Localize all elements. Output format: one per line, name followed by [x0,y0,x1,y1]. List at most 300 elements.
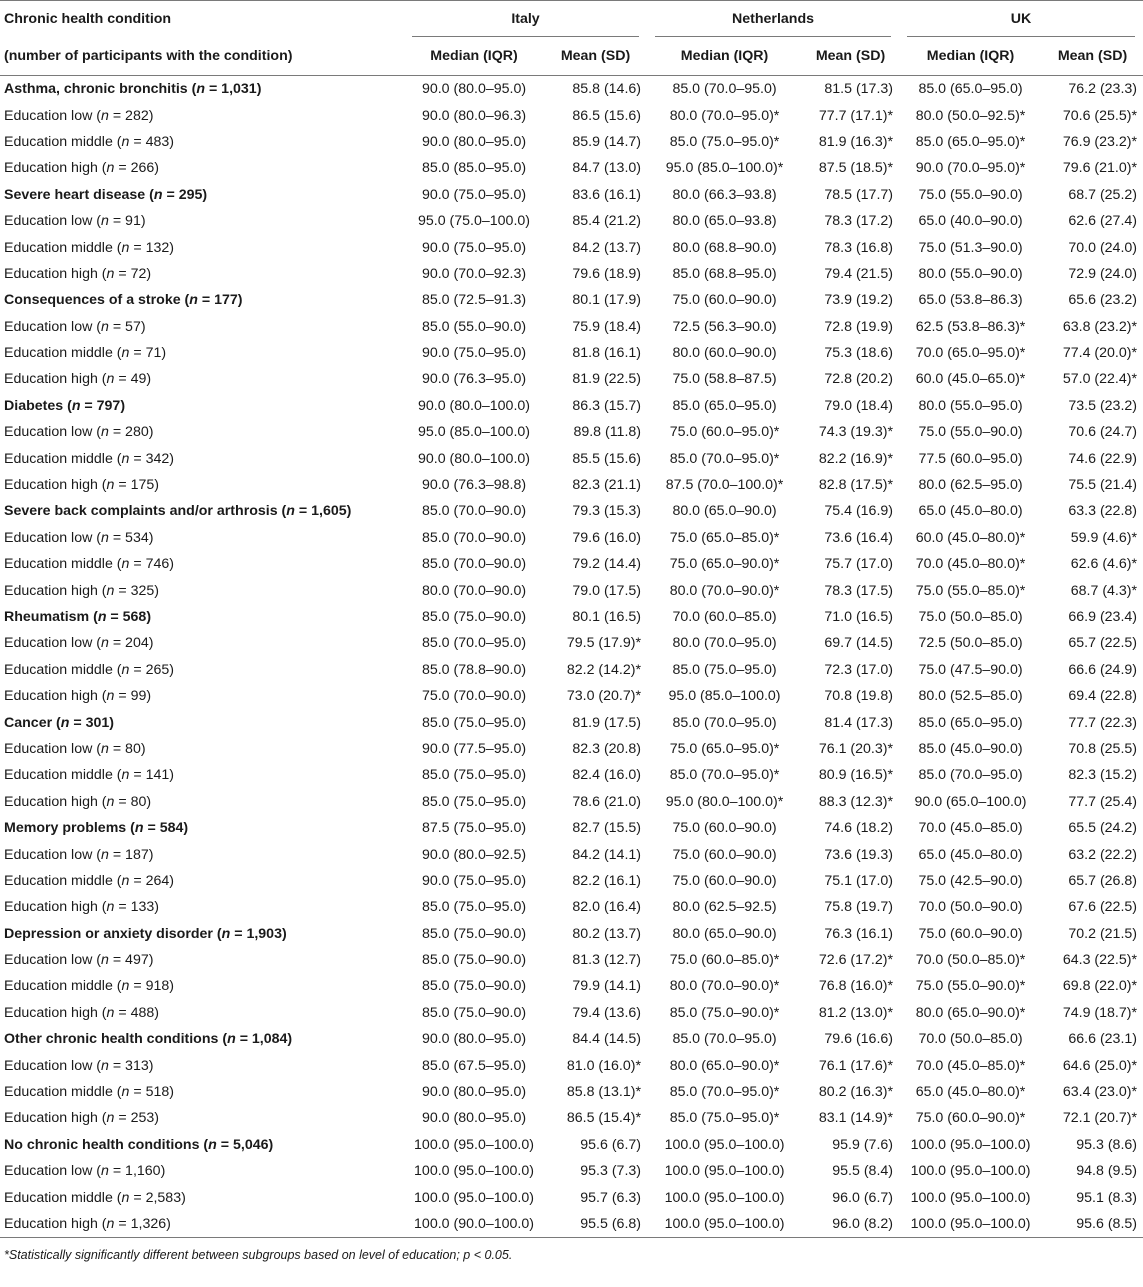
cell-median-iqr: 100.0 (95.0–100.0) [414,1163,534,1180]
cell-mean-sd: 64.3 (22.5)* [1062,952,1138,969]
cell-mean-sd: 65.7 (22.5) [1068,635,1138,652]
row-label: Asthma, chronic bronchitis (n = 1,031) [4,81,262,98]
cell-mean-sd: 63.2 (22.2) [1068,846,1138,863]
table-row-education [0,947,1143,973]
cell-median-iqr: 85.0 (68.8–95.0) [672,265,777,282]
row-label: Education high (n = 175) [4,477,160,494]
cell-median-iqr: 80.0 (62.5–92.5) [672,899,777,916]
cell-median-iqr: 90.0 (80.0–100.0) [417,397,530,414]
cell-mean-sd: 82.0 (16.4) [572,899,642,916]
table-row-education [0,155,1143,181]
row-label: Education high (n = 49) [4,371,152,388]
cell-median-iqr: 100.0 (95.0–100.0) [414,1189,534,1206]
cell-median-iqr: 95.0 (85.0–100.0) [417,424,530,441]
table-row-education [0,973,1143,999]
cell-median-iqr: 80.0 (65.0–90.0) [672,503,777,520]
cell-mean-sd: 88.3 (12.3)* [818,793,894,810]
cell-median-iqr: 85.0 (75.0–95.0) [421,714,527,731]
cell-mean-sd: 77.7 (17.1)* [818,107,894,124]
cell-median-iqr: 75.0 (60.0–90.0)* [915,1110,1026,1127]
header-mean: Mean (SD) [802,37,899,76]
cell-median-iqr: 85.0 (75.0–95.0) [421,767,527,784]
row-label: Education low (n = 80) [4,740,146,757]
cell-mean-sd: 81.9 (22.5) [572,371,642,388]
table-row-education [0,841,1143,867]
header-mean: Mean (SD) [544,37,647,76]
row-label: Education high (n = 488) [4,1004,160,1021]
cell-median-iqr: 70.0 (45.0–80.0)* [915,556,1026,573]
cell-mean-sd: 72.3 (17.0) [824,661,894,678]
cell-median-iqr: 80.0 (55.0–95.0) [918,397,1023,414]
cell-mean-sd: 73.6 (16.4) [824,529,894,546]
cell-median-iqr: 80.0 (70.0–95.0) [672,635,777,652]
cell-mean-sd: 79.6 (16.0) [572,529,642,546]
cell-median-iqr: 85.0 (70.0–95.0) [672,1031,777,1048]
cell-mean-sd: 68.7 (4.3)* [1070,582,1138,599]
row-label: Education middle (n = 918) [4,978,174,995]
row-label: Education high (n = 1,326) [0,1211,404,1238]
table-row-education [0,1211,1143,1238]
row-label: Education low (n = 57) [4,318,146,335]
cell-median-iqr: 80.0 (55.0–90.0) [918,265,1023,282]
cell-mean-sd: 85.9 (14.7) [572,133,642,150]
cell-mean-sd: 65.7 (26.8) [1068,872,1138,889]
cell-median-iqr: 80.0 (65.0–90.0) [672,925,777,942]
cell-mean-sd: 94.8 (9.5) [1076,1163,1138,1180]
cell-median-iqr: 75.0 (70.0–90.0) [421,688,527,705]
cell-mean-sd: 76.1 (17.6)* [818,1057,894,1074]
cell-mean-sd: 79.3 (15.3) [572,503,642,520]
cell-median-iqr: 90.0 (70.0–95.0)* [915,160,1026,177]
cell-mean-sd: 82.2 (16.9)* [818,450,894,467]
cell-median-iqr: 100.0 (95.0–100.0) [664,1189,785,1206]
row-label: Cancer (n = 301) [4,714,115,731]
cell-mean-sd: 82.3 (20.8) [572,740,642,757]
cell-mean-sd: 84.4 (14.5) [572,1031,642,1048]
cell-mean-sd: 73.6 (19.3) [824,846,894,863]
cell-median-iqr: 90.0 (80.0–95.0) [421,1084,527,1101]
cell-mean-sd: 82.4 (16.0) [572,767,642,784]
cell-mean-sd: 71.0 (16.5) [824,609,894,625]
cell-median-iqr: 75.0 (65.0–90.0)* [669,556,780,573]
row-label: Education middle (n = 746) [4,556,174,573]
cell-mean-sd: 84.7 (13.0) [572,160,642,177]
row-label: Education high (n = 325) [4,582,160,599]
cell-median-iqr: 85.0 (85.0–95.0) [421,160,527,177]
cell-median-iqr: 90.0 (80.0–95.0) [421,133,527,150]
row-label: Education middle (n = 265) [4,661,174,678]
cell-mean-sd: 66.6 (23.1) [1068,1031,1138,1048]
cell-median-iqr: 90.0 (65.0–100.0) [914,793,1027,810]
cell-median-iqr: 65.0 (40.0–90.0) [918,213,1023,230]
cell-mean-sd: 81.4 (17.3) [824,714,894,731]
cell-mean-sd: 74.9 (18.7)* [1062,1004,1138,1021]
cell-mean-sd: 81.0 (16.0)* [566,1057,642,1074]
cell-mean-sd: 79.9 (14.1) [572,978,642,995]
table-body [0,76,1143,1238]
cell-mean-sd: 95.3 (7.3) [580,1163,642,1180]
cell-median-iqr: 85.0 (45.0–90.0) [918,740,1023,757]
cell-mean-sd: 76.2 (23.3) [1068,81,1138,98]
cell-median-iqr: 75.0 (60.0–90.0) [672,292,777,309]
cell-median-iqr: 65.0 (45.0–80.0)* [915,1084,1026,1101]
header-country-label: Italy [511,11,540,27]
table-row-education [0,630,1143,656]
cell-median-iqr: 100.0 (95.0–100.0) [414,1136,534,1153]
cell-mean-sd: 75.8 (19.7) [824,899,894,916]
cell-median-iqr: 85.0 (75.0–95.0) [421,793,527,810]
cell-mean-sd: 78.6 (21.0) [572,793,642,810]
table-row-education [0,525,1143,551]
cell-median-iqr: 85.0 (75.0–90.0)* [669,1004,780,1021]
cell-median-iqr: 65.0 (45.0–80.0) [918,503,1023,520]
cell-median-iqr: 100.0 (95.0–100.0) [910,1136,1031,1153]
table-row-education [0,868,1143,894]
cell-median-iqr: 70.0 (50.0–85.0)* [915,952,1026,969]
cell-median-iqr: 70.0 (60.0–85.0) [672,609,777,625]
cell-median-iqr: 75.0 (55.0–90.0)* [915,978,1026,995]
cell-median-iqr: 90.0 (80.0–95.0) [421,81,527,98]
cell-median-iqr: 95.0 (80.0–100.0)* [665,793,784,810]
cell-median-iqr: 85.0 (70.0–95.0)* [669,1084,780,1101]
row-label: Education low (n = 204) [4,635,154,652]
cell-mean-sd: 63.8 (23.2)* [1062,318,1138,335]
cell-mean-sd: 81.3 (12.7) [572,952,642,969]
cell-median-iqr: 75.0 (60.0–90.0) [672,820,777,837]
row-label: Education middle (n = 71) [4,345,167,362]
row-label: No chronic health conditions (n = 5,046) [4,1136,274,1153]
cell-mean-sd: 81.2 (13.0)* [818,1004,894,1021]
header-participants-label: (number of participants with the condition) [0,37,404,76]
row-label: Education low (n = 313) [4,1057,154,1074]
cell-median-iqr: 60.0 (45.0–65.0)* [915,371,1026,388]
cell-median-iqr: 75.0 (60.0–90.0) [672,846,777,863]
cell-median-iqr: 85.0 (70.0–95.0) [421,635,527,652]
table-row-condition [0,815,1143,841]
cell-median-iqr: 80.0 (70.0–95.0)* [669,107,780,124]
cell-mean-sd: 65.5 (24.2) [1068,820,1138,837]
table-row-education [0,340,1143,366]
row-label: Education middle (n = 264) [4,872,174,889]
cell-median-iqr: 90.0 (75.0–95.0) [421,872,527,889]
cell-median-iqr: 85.0 (67.5–95.0) [421,1057,527,1074]
cell-median-iqr: 80.0 (60.0–90.0) [672,345,777,362]
cell-median-iqr: 80.0 (66.3–93.8) [672,186,777,203]
cell-mean-sd: 64.6 (25.0)* [1062,1057,1138,1074]
table-row-education [0,1079,1143,1105]
cell-median-iqr: 100.0 (95.0–100.0) [664,1163,785,1180]
row-label: Education low (n = 497) [4,952,154,969]
cell-mean-sd: 66.6 (24.9) [1068,661,1138,678]
cell-mean-sd: 59.9 (4.6)* [1070,529,1138,546]
cell-mean-sd: 79.4 (13.6) [572,1004,642,1021]
cell-median-iqr: 100.0 (90.0–100.0) [404,1211,544,1238]
row-label: Memory problems (n = 584) [4,820,189,837]
cell-mean-sd: 96.0 (6.7) [832,1189,894,1206]
cell-mean-sd: 82.2 (16.1) [572,872,642,889]
cell-mean-sd: 75.1 (17.0) [824,872,894,889]
cell-mean-sd: 80.2 (13.7) [572,925,642,942]
cell-median-iqr: 85.0 (75.0–95.0)* [669,1110,780,1127]
cell-median-iqr: 80.0 (52.5–85.0) [918,688,1023,705]
table-row-education [0,762,1143,788]
cell-median-iqr: 77.5 (60.0–95.0) [918,450,1023,467]
cell-mean-sd: 96.0 (8.2) [802,1211,899,1238]
cell-mean-sd: 62.6 (4.6)* [1070,556,1138,573]
table-row-education [0,1000,1143,1026]
cell-mean-sd: 87.5 (18.5)* [818,160,894,177]
cell-median-iqr: 70.0 (65.0–95.0)* [915,345,1026,362]
cell-median-iqr: 80.0 (70.0–90.0)* [669,582,780,599]
cell-median-iqr: 85.0 (75.0–90.0) [421,1004,527,1021]
cell-median-iqr: 90.0 (77.5–95.0) [421,740,527,757]
cell-median-iqr: 75.0 (55.0–90.0) [918,186,1023,203]
cell-median-iqr: 90.0 (76.3–98.8) [421,477,527,494]
table-row-education [0,102,1143,128]
row-label: Education high (n = 99) [4,688,152,705]
cell-median-iqr: 70.0 (45.0–85.0)* [915,1057,1026,1074]
cell-mean-sd: 79.6 (16.6) [824,1031,894,1048]
row-label: Severe heart disease (n = 295) [4,186,208,203]
cell-mean-sd: 81.8 (16.1) [572,345,642,362]
cell-median-iqr: 75.0 (65.0–85.0)* [669,529,780,546]
cell-mean-sd: 82.3 (15.2) [1068,767,1138,784]
cell-mean-sd: 74.6 (18.2) [824,820,894,837]
cell-mean-sd: 81.9 (16.3)* [818,133,894,150]
cell-median-iqr: 80.0 (50.0–92.5)* [915,107,1026,124]
cell-median-iqr: 75.0 (55.0–90.0) [918,424,1023,441]
table-row-education [0,261,1143,287]
cell-median-iqr: 90.0 (80.0–95.0) [421,1110,527,1127]
cell-mean-sd: 70.6 (24.7) [1068,424,1138,441]
cell-median-iqr: 80.0 (70.0–90.0)* [669,978,780,995]
table-row-education [0,683,1143,709]
cell-median-iqr: 80.0 (62.5–95.0) [918,477,1023,494]
cell-mean-sd: 86.5 (15.4)* [566,1110,642,1127]
cell-mean-sd: 68.7 (25.2) [1068,186,1138,203]
header-country-uk [899,1,1143,38]
cell-mean-sd: 95.5 (6.8) [544,1211,647,1238]
cell-median-iqr: 80.0 (65.0–90.0)* [669,1057,780,1074]
cell-mean-sd: 82.2 (14.2)* [566,661,642,678]
header-country-label: Netherlands [732,11,815,27]
cell-mean-sd: 69.8 (22.0)* [1062,978,1138,995]
cell-median-iqr: 75.0 (58.8–87.5) [672,371,777,388]
row-label: Education low (n = 534) [4,529,154,546]
cell-mean-sd: 82.8 (17.5)* [818,477,894,494]
table-row-education [0,366,1143,392]
cell-median-iqr: 87.5 (70.0–100.0)* [665,477,784,494]
table-row-condition [0,1026,1143,1052]
row-label: Education middle (n = 132) [4,239,174,256]
header-median: Median (IQR) [647,37,802,76]
cell-median-iqr: 85.0 (65.0–95.0) [918,81,1023,98]
cell-median-iqr: 75.0 (47.5–90.0) [918,661,1023,678]
cell-mean-sd: 70.8 (25.5) [1068,740,1138,757]
cell-mean-sd: 84.2 (13.7) [572,239,642,256]
cell-mean-sd: 75.9 (18.4) [572,318,642,335]
header-country-italy [404,1,647,38]
cell-mean-sd: 73.0 (20.7)* [566,688,642,705]
table-row-condition [0,182,1143,208]
cell-median-iqr: 80.0 (65.0–93.8) [672,213,777,230]
cell-mean-sd: 78.3 (17.5) [824,582,894,599]
cell-mean-sd: 65.6 (23.2) [1068,292,1138,309]
cell-mean-sd: 76.8 (16.0)* [818,978,894,995]
cell-median-iqr: 65.0 (45.0–80.0) [918,846,1023,863]
cell-median-iqr: 62.5 (53.8–86.3)* [915,318,1026,335]
cell-median-iqr: 95.0 (85.0–100.0) [668,688,781,705]
table-row-condition [0,921,1143,947]
table-row-education [0,894,1143,920]
cell-median-iqr: 85.0 (72.5–91.3) [421,292,527,309]
cell-mean-sd: 80.1 (16.5) [572,609,642,625]
cell-median-iqr: 90.0 (75.0–95.0) [421,345,527,362]
cell-mean-sd: 80.2 (16.3)* [818,1084,894,1101]
cell-median-iqr: 85.0 (70.0–95.0) [672,81,777,98]
cell-median-iqr: 75.0 (65.0–95.0)* [669,740,780,757]
cell-median-iqr: 75.0 (55.0–85.0)* [915,582,1026,599]
row-label: Education middle (n = 342) [4,450,174,467]
cell-median-iqr: 65.0 (53.8–86.3) [918,292,1023,309]
cell-mean-sd: 77.7 (22.3) [1068,714,1138,731]
cell-mean-sd: 83.6 (16.1) [572,186,642,203]
cell-mean-sd: 95.6 (6.7) [580,1136,642,1153]
cell-mean-sd: 95.7 (6.3) [580,1189,642,1206]
row-label: Education middle (n = 518) [4,1084,174,1101]
cell-mean-sd: 75.5 (21.4) [1068,477,1138,494]
table-row-education [0,208,1143,234]
cell-median-iqr: 95.0 (85.0–100.0)* [665,160,784,177]
cell-mean-sd: 86.3 (15.7) [572,397,642,414]
row-label: Education high (n = 72) [4,265,152,282]
cell-median-iqr: 80.0 (68.8–90.0) [672,239,777,256]
row-label: Education middle (n = 141) [4,767,174,784]
cell-median-iqr: 90.0 (70.0–92.3) [421,265,527,282]
cell-mean-sd: 63.3 (22.8) [1068,503,1138,520]
cell-mean-sd: 72.8 (19.9) [824,318,894,335]
cell-median-iqr: 72.5 (56.3–90.0) [672,318,777,335]
cell-median-iqr: 85.0 (75.0–90.0) [421,952,527,969]
header-country-label: UK [1010,11,1032,27]
cell-median-iqr: 75.0 (50.0–85.0) [918,609,1023,625]
cell-mean-sd: 78.5 (17.7) [824,186,894,203]
cell-median-iqr: 85.0 (70.0–90.0) [421,556,527,573]
table-row-education [0,657,1143,683]
table-row-education [0,1052,1143,1078]
cell-median-iqr: 75.0 (60.0–90.0) [918,925,1023,942]
cell-mean-sd: 66.9 (23.4) [1068,609,1138,625]
cell-mean-sd: 79.6 (21.0)* [1062,160,1138,177]
cell-median-iqr: 100.0 (95.0–100.0) [910,1163,1031,1180]
table-row-education [0,551,1143,577]
table-row-education [0,1105,1143,1131]
cell-mean-sd: 81.9 (17.5) [572,714,642,731]
header-condition-label: Chronic health condition [0,1,404,38]
cell-mean-sd: 86.5 (15.6) [572,107,642,124]
cell-median-iqr: 85.0 (70.0–95.0) [672,714,777,731]
table-row-education [0,789,1143,815]
cell-mean-sd: 70.6 (25.5)* [1062,107,1138,124]
cell-median-iqr: 85.0 (65.0–95.0)* [915,133,1026,150]
cell-mean-sd: 84.2 (14.1) [572,846,642,863]
header-mean: Mean (SD) [1042,37,1143,76]
cell-mean-sd: 95.1 (8.3) [1076,1189,1138,1206]
row-label: Education high (n = 253) [4,1110,160,1127]
cell-mean-sd: 75.4 (16.9) [824,503,894,520]
row-label: Rheumatism (n = 568) [4,609,152,625]
cell-mean-sd: 85.4 (21.2) [572,213,642,230]
cell-median-iqr: 75.0 (60.0–90.0) [672,872,777,889]
cell-mean-sd: 70.8 (19.8) [824,688,894,705]
table-row-education [0,314,1143,340]
row-label: Education low (n = 280) [4,424,154,441]
cell-mean-sd: 95.5 (8.4) [832,1163,894,1180]
cell-mean-sd: 83.1 (14.9)* [818,1110,894,1127]
row-label: Diabetes (n = 797) [4,397,126,414]
cell-mean-sd: 79.4 (21.5) [824,265,894,282]
table-row-condition [0,287,1143,313]
row-label: Severe back complaints and/or arthrosis (n = 1,605) [4,503,352,520]
cell-mean-sd: 89.8 (11.8) [573,424,642,441]
table-row-education [0,472,1143,498]
cell-median-iqr: 72.5 (50.0–85.0) [918,635,1023,652]
table-row-condition [0,393,1143,419]
cell-median-iqr: 75.0 (60.0–95.0)* [669,424,780,441]
cell-mean-sd: 69.4 (22.8) [1068,688,1138,705]
cell-mean-sd: 79.5 (17.9)* [566,635,642,652]
row-label: Education middle (n = 483) [4,133,174,150]
cell-mean-sd: 76.9 (23.2)* [1062,133,1138,150]
table-row-education [0,234,1143,260]
row-label: Depression or anxiety disorder (n = 1,903) [4,925,287,942]
header-median: Median (IQR) [899,37,1042,76]
cell-mean-sd: 78.3 (17.2) [824,213,894,230]
cell-mean-sd: 73.9 (19.2) [824,292,894,309]
table-row-education [0,736,1143,762]
cell-median-iqr: 85.0 (70.0–95.0)* [669,767,780,784]
cell-median-iqr: 90.0 (75.0–95.0) [421,186,527,203]
cell-median-iqr: 80.0 (65.0–90.0)* [915,1004,1026,1021]
cell-median-iqr: 100.0 (95.0–100.0) [899,1211,1042,1238]
cell-mean-sd: 95.9 (7.6) [832,1136,894,1153]
row-label: Education low (n = 1,160) [4,1163,166,1180]
cell-mean-sd: 81.5 (17.3) [824,81,894,98]
cell-mean-sd: 79.2 (14.4) [572,556,642,573]
cell-median-iqr: 85.0 (75.0–95.0) [672,661,777,678]
cell-median-iqr: 85.0 (55.0–90.0) [421,318,527,335]
cell-mean-sd: 74.6 (22.9) [1068,450,1138,467]
cell-mean-sd: 85.8 (14.6) [572,81,642,98]
header-median: Median (IQR) [404,37,544,76]
cell-median-iqr: 85.0 (70.0–95.0) [918,767,1023,784]
table-row-condition [0,1132,1143,1158]
cell-mean-sd: 79.0 (18.4) [824,397,894,414]
cell-mean-sd: 74.3 (19.3)* [818,424,894,441]
cell-mean-sd: 72.9 (24.0) [1068,265,1138,282]
cell-mean-sd: 77.4 (20.0)* [1062,345,1138,362]
cell-mean-sd: 82.7 (15.5) [572,820,642,837]
cell-median-iqr: 87.5 (75.0–95.0) [421,820,527,837]
cell-mean-sd: 76.1 (20.3)* [818,740,894,757]
row-label: Education low (n = 187) [4,846,154,863]
cell-median-iqr: 75.0 (60.0–85.0)* [669,952,780,969]
cell-mean-sd: 75.7 (17.0) [824,556,894,573]
row-label: Education low (n = 91) [4,213,146,230]
cell-mean-sd: 73.5 (23.2) [1068,397,1138,414]
cell-mean-sd: 85.8 (13.1)* [566,1084,642,1101]
cell-mean-sd: 62.6 (27.4) [1068,213,1138,230]
